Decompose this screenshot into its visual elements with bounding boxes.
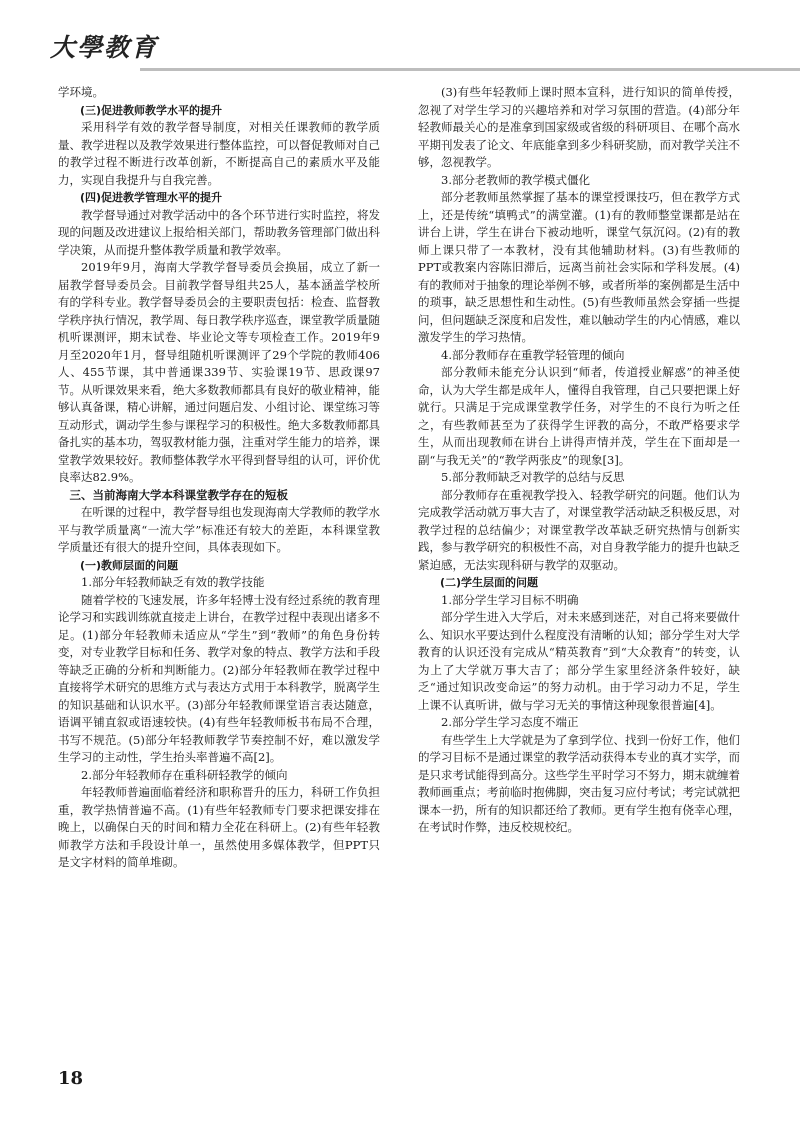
right-column xyxy=(418,84,740,837)
paragraph: 2019年9月，海南大学教学督导委员会换届，成立了新一届教学督导委员会。目前教学督导组共25人，基本涵盖学校所有的学科专业。教学督导委员会的主要职责包括：检查、监督教学秩序执行情况，教学周、每日教学秩序巡查，课堂教学质量随机听课测评，期末试卷、毕业论文等专项检查工作。2019年9月至2020年1月，督导组随机听课测评了29个学院的教师406人、455节课，其中普通课339节、实验课19节、思政课97节。从听课效果来看，绝大多数教师都具有良好的敬业精神，能够认真备课，精心讲解，通过问题启发、小组讨论、课堂练习等互动形式，调动学生参与课程学习的积极性。绝大多数教师都具备扎实的基本功，驾驭教材能力强，注重对学生能力的培养，课堂教学效果较好。教师整体教学水平得到督导组的认可，评价优良率达82.9%。 xyxy=(58,260,380,484)
paragraph: 1.部分学生学习目标不明确 xyxy=(441,592,579,607)
paragraph: 2.部分年轻教师存在重科研轻教学的倾向 xyxy=(81,767,288,782)
left-column xyxy=(58,84,380,872)
paragraph: 部分教师存在重视教学投入、轻教学研究的问题。他们认为完成教学活动就万事大吉了，对课堂教学活动缺乏积极反思，对教学过程的总结偏少；对课堂教学改革缺乏研究热情与创新实践，参与教学研究的积极性不高，对自身教学能力的提升也缺乏紧迫感，无法实现科研与教学的双驱动。 xyxy=(418,487,740,572)
section-heading: (四)促进教学管理水平的提升 xyxy=(80,191,223,204)
page-header xyxy=(0,0,800,70)
paragraph: 有些学生上大学就是为了拿到学位、找到一份好工作，他们的学习目标不是通过课堂的教学活动获得本专业的真才实学，而是只求考试能得到高分。这些学生平时学习不努力，期末就缠着教师画重点；考前临时抱佛脚，突击复习应付考试；考完试就把课本一扔，所有的知识都还给了教师。更有学生抱有侥幸心理，在考试时作弊，违反校规校纪。 xyxy=(418,732,740,834)
paragraph: 5.部分教师缺乏对教学的总结与反思 xyxy=(441,470,625,484)
paragraph: 在听课的过程中，教学督导组也发现海南大学教师的教学水平与教学质量离“一流大学”标准还有较大的差距，本科课堂教学质量还有很大的提升空间，具体表现如下。 xyxy=(58,505,380,554)
paragraph: 2.部分学生学习态度不端正 xyxy=(441,715,579,729)
paragraph: 教学督导通过对教学活动中的各个环节进行实时监控，将发现的问题及改进建议上报给相关部门，帮助教务管理部门做出科学决策，从而提升整体教学质量和教学效率。 xyxy=(58,207,380,257)
paragraph: 1.部分年轻教师缺乏有效的教学技能 xyxy=(81,575,265,589)
paragraph: 随着学校的飞速发展，许多年轻博士没有经过系统的教育理论学习和实践训练就直接走上讲台，在教学过程中表现出诸多不足。(1)部分年轻教师未适应从“学生”到“教师”的角色身份转变，对专业教学目标和任务、教学对象的特点、教学方法和手段等缺乏正确的分析和判断能力。(2)部分年轻教师在教学过程中直接将学术研究的思维方式与表达方式用于本科教学，脱离学生的知识基础和认识水平。(3)部分年轻教师课堂语言表达随意，语调平铺直叙或语速较快。(4)有些年轻教师板书布局不合理，书写不规范。(5)部分年轻教师教学节奏控制不好，难以激发学生学习的主动性，学生抬头率普遍不高[2]。 xyxy=(58,592,380,764)
journal-logo: 大學教育 xyxy=(50,33,159,62)
paragraph: 4.部分教师存在重教学轻管理的倾向 xyxy=(441,347,625,362)
paragraph: 采用科学有效的教学督导制度，对相关任课教师的教学质量、教学进程以及教学效果进行整体监控，可以督促教师对自己的教学过程不断进行改革创新，不断提高自己的素质水平及能力，实现自我提升与自我完善。 xyxy=(58,120,380,187)
section-heading: (二)学生层面的问题 xyxy=(440,576,539,589)
section-heading: (三)促进教师教学水平的提升 xyxy=(80,103,223,117)
paragraph: 部分老教师虽然掌握了基本的课堂授课技巧，但在教学方式上，还是传统“填鸭式”的满堂灌。(1)有的教师整堂课都是站在讲台上讲，学生在讲台下被动地听，课堂气氛沉闷。(2)有的教师上课只带了一本教材，没有其他辅助材料。(3)有些教师的PPT或教案内容陈旧滞后，远离当前社会实际和学科发展。(4)有的教师对于抽象的理论举例不够，或者所举的案例都是生活中的琐事，缺乏思想性和生动性。(5)有些教师虽然会穿插一些提问，但问题缺乏深度和启发性，难以触动学生的内心情感，难以激发学生的学习热情。 xyxy=(418,190,740,344)
paragraph: 3.部分老教师的教学模式僵化 xyxy=(441,172,590,187)
paragraph: 年轻教师普遍面临着经济和职称晋升的压力，科研工作负担重，教学热情普遍不高。(1)有些年轻教师专门要求把课安排在晚上，以确保白天的时间和精力全花在科研上。(2)有些年轻教师教学方法和手段设计单一，虽然使用多媒体教学，但PPT只是文字材料的简单堆砌。 xyxy=(58,785,380,869)
paragraph: (3)有些年轻教师上课时照本宣科，进行知识的简单传授，忽视了对学生学习的兴趣培养和对学习氛围的营造。(4)部分年轻教师最关心的是准拿到国家级或省级的科研项目、在哪个高水平期刊发表了论文、年底能拿到多少科研奖励，而对教学关注不够，忽视教学。 xyxy=(418,85,740,169)
section-heading: (一)教师层面的问题 xyxy=(80,558,179,572)
paragraph: 学环境。 xyxy=(58,85,104,99)
header-rule xyxy=(140,68,800,71)
section-heading: 三、当前海南大学本科课堂教学存在的短板 xyxy=(69,487,288,502)
paragraph: 部分教师未能充分认识到“师者，传道授业解惑”的神圣使命，认为大学生都是成年人，懂得自我管理，自己只要把课上好就行。只满足于完成课堂教学任务，对学生的不良行为听之任之，有些教师甚至为了获得学生评教的高分，不敢严格要求学生，从而出现教师在讲台上讲得声情并茂，学生在下面却是一副“与我无关”的“教学两张皮”的现象[3]。 xyxy=(418,365,740,467)
page-number: 18 xyxy=(58,1068,84,1089)
paragraph: 部分学生进入大学后，对未来感到迷茫，对自己将来要做什么、知识水平要达到什么程度没有清晰的认知；部分学生对大学教育的认识还没有完成从“精英教育”到“大众教育”的转变，认为上了大学就万事大吉了；部分学生家里经济条件较好，缺乏“通过知识改变命运”的努力动机。由于学习动力不足，学生上课不认真听讲，做与学习无关的事情这种现象很普遍[4]。 xyxy=(418,610,740,712)
